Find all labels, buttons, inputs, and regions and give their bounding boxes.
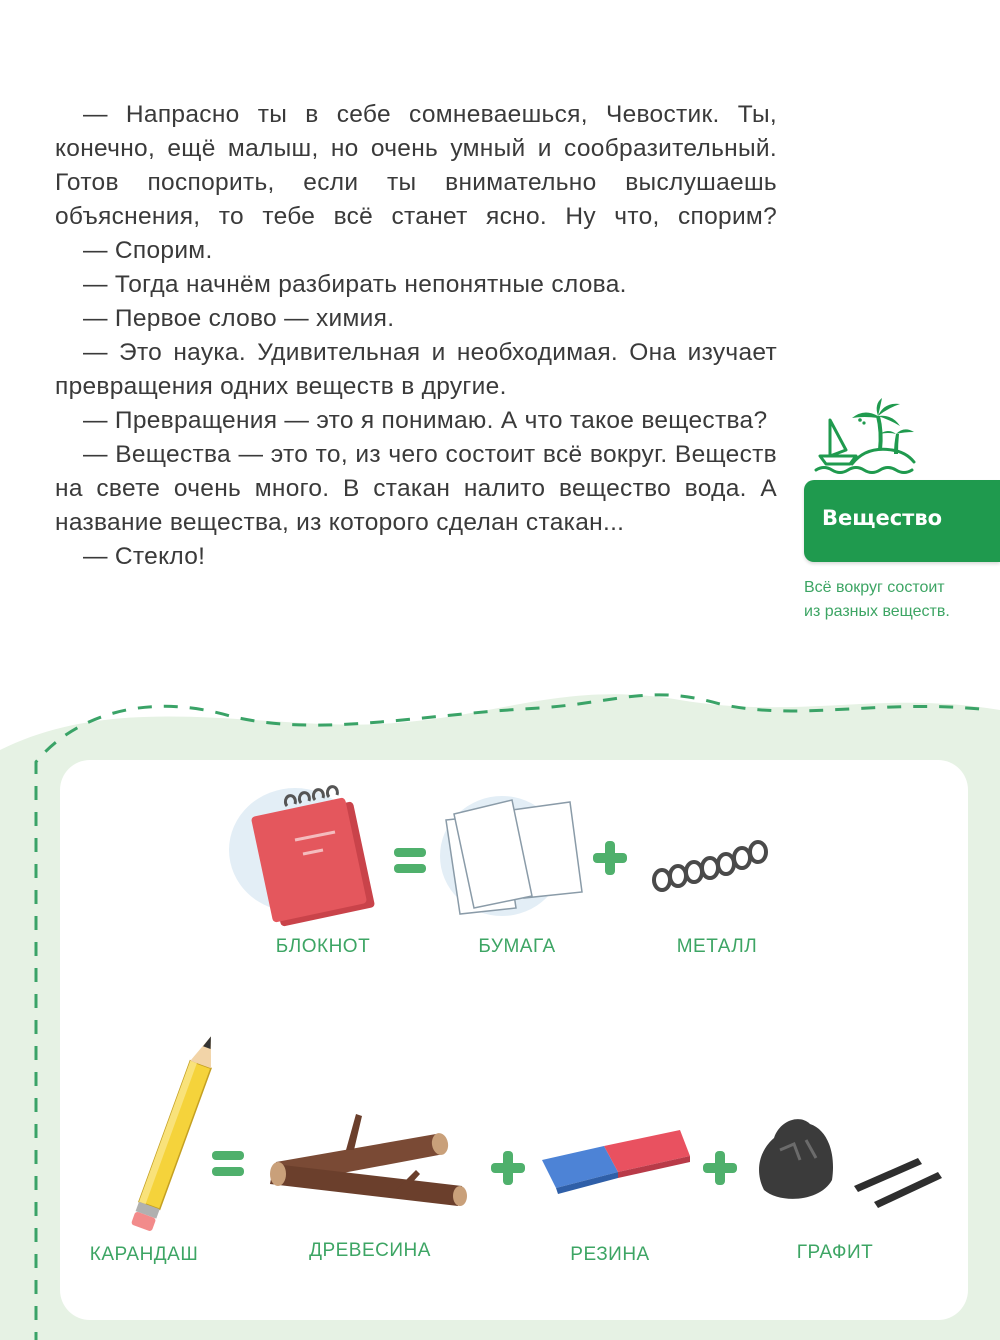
label-notebook: БЛОКНОТ: [275, 936, 371, 957]
paragraph: — Стекло!: [83, 543, 206, 570]
plus-icon: [488, 1148, 528, 1188]
term-title: Вещество: [822, 506, 943, 530]
plus-icon: [590, 838, 630, 878]
paragraph: — Первое слово — химия.: [83, 305, 395, 332]
plus-icon: [700, 1148, 740, 1188]
paragraph: — Вещества — это то, из чего состоит всё вокруг. Веществ на свете очень много. В стакан налито вещество вода. А название вещества, из которого сделан стакан...: [55, 441, 777, 536]
paper-icon: [432, 780, 592, 930]
paragraph: — Это наука. Удивительная и необходимая. Она изучает превращения одних веществ в другие.: [55, 339, 777, 400]
wood-icon: [266, 1110, 476, 1210]
paragraph: — Спорим.: [83, 237, 213, 264]
label-metal: МЕТАЛЛ: [676, 936, 758, 957]
graphite-icon: [750, 1110, 950, 1210]
pencil-icon: [120, 1030, 230, 1240]
label-wood: ДРЕВЕСИНА: [309, 1240, 431, 1261]
notebook-icon: [225, 780, 405, 930]
equals-icon: [392, 845, 428, 877]
term-tab: [804, 480, 1000, 562]
eraser-icon: [534, 1120, 694, 1200]
metal-spring-icon: [648, 822, 778, 902]
equals-icon: [210, 1148, 246, 1180]
paragraph: — Превращения — это я понимаю. А что такое вещества?: [83, 407, 768, 434]
label-rubber: РЕЗИНА: [570, 1244, 650, 1265]
label-paper: БУМАГА: [478, 936, 556, 957]
paragraph: — Тогда начнём разбирать непонятные слова.: [83, 271, 627, 298]
story-text: [55, 98, 777, 574]
term-definition: Всё вокруг состоит из разных веществ.: [804, 579, 950, 620]
label-pencil: КАРАНДАШ: [89, 1244, 199, 1265]
island-palm-icon: [812, 398, 922, 478]
label-graphite: ГРАФИТ: [796, 1242, 874, 1263]
paragraph: — Напрасно ты в себе сомневаешься, Чевостик. Ты, конечно, ещё малыш, но очень умный и сообразительный. Готов поспорить, если ты внимательно выслушаешь объяснения, то тебе всё станет ясно. Ну что, спорим?: [55, 101, 777, 230]
